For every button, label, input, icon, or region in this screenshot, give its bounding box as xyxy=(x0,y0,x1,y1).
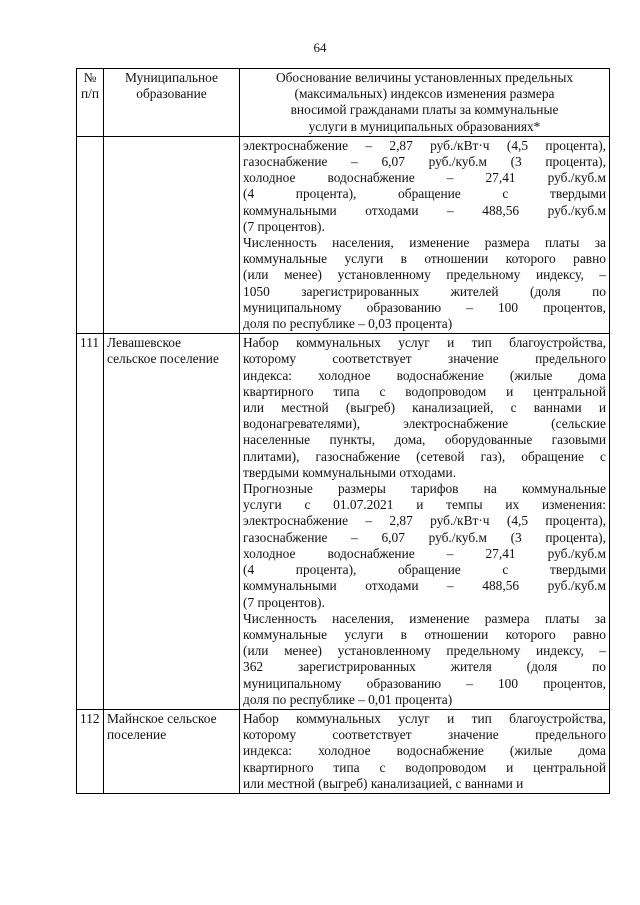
table-header-row xyxy=(77,69,610,137)
text-line: Численность населения, изменение размера платы за xyxy=(243,610,606,626)
row-num-cell: 111 xyxy=(77,334,104,710)
text-line: населенные пункты, дома, оборудованные газовыми xyxy=(243,432,606,448)
municipal-index-table xyxy=(76,68,610,794)
text-line: доля по республике – 0,01 процента) xyxy=(243,691,453,707)
header-justification-line: вносимой гражданами платы за коммунальные xyxy=(290,102,559,118)
text-line: 362 зарегистрированных жителя (доля по xyxy=(243,659,606,675)
row-municipality-cell xyxy=(104,334,240,710)
text-line: Прогнозные размеры тарифов на коммунальные xyxy=(243,481,606,497)
table-row-111 xyxy=(77,334,610,710)
text-line: индекса: холодное водоснабжение (жилые дома xyxy=(243,367,606,383)
text-line: которому соответствует значение предельного xyxy=(243,351,606,367)
text-line: газоснабжение – 6,07 руб./куб.м (3 процента), xyxy=(243,529,606,545)
text-line: (или менее) установленному предельному индексу, – xyxy=(243,267,606,283)
text-line: твердыми коммунальными отходами. xyxy=(243,464,457,480)
header-municipality-line: Муниципальное xyxy=(125,70,218,85)
tariffs-paragraph xyxy=(243,138,606,235)
header-justification-line: (максимальных) индексов изменения размера xyxy=(294,86,555,102)
text-line: коммунальные услуги в отношении которого равно xyxy=(243,251,606,267)
header-municipality-line: образование xyxy=(136,86,207,102)
row-num-cell: 112 xyxy=(77,709,104,793)
header-num-line: № xyxy=(83,70,97,85)
header-num-line: п/п xyxy=(80,86,100,102)
text-line: доля по республике – 0,03 процента) xyxy=(243,316,453,332)
municipality-name-line: поселение xyxy=(107,727,167,743)
table-row-continued xyxy=(77,136,610,333)
text-line: электроснабжение – 2,87 руб./кВт·ч (4,5 процента), xyxy=(243,137,606,153)
text-line: муниципальному образованию – 100 процентов, xyxy=(243,675,606,691)
text-line: Численность населения, изменение размера платы за xyxy=(243,235,606,251)
text-line: (7 процентов). xyxy=(243,594,325,610)
text-line: (7 процентов). xyxy=(243,218,325,234)
row-justification-cell xyxy=(240,334,610,710)
population-paragraph xyxy=(243,235,606,332)
row-num-cell xyxy=(77,136,104,333)
text-line: или местной (выгреб) канализацией, с ваннами и xyxy=(243,400,606,416)
header-justification xyxy=(240,69,610,137)
header-municipality xyxy=(104,69,240,137)
row-justification-cell xyxy=(240,709,610,793)
municipality-name-line: сельское поселение xyxy=(107,351,219,367)
text-line: (4 процента), обращение с твердыми xyxy=(243,186,606,202)
text-line: коммунальными отходами – 488,56 руб./куб.м xyxy=(243,202,606,218)
text-line: газоснабжение – 6,07 руб./куб.м (3 процента), xyxy=(243,154,606,170)
text-line: квартирного типа с водопроводом и центральной xyxy=(243,759,606,775)
text-line: индекса: холодное водоснабжение (жилые дома xyxy=(243,743,606,759)
text-line: Набор коммунальных услуг и тип благоустройства, xyxy=(243,335,606,351)
text-line: водонагревателями), электроснабжение (сельские xyxy=(243,416,606,432)
text-line: Набор коммунальных услуг и тип благоустройства, xyxy=(243,710,606,726)
text-line: коммунальные услуги в отношении которого равно xyxy=(243,626,606,642)
forecast-paragraph xyxy=(243,481,606,611)
row-justification-cell xyxy=(240,136,610,333)
text-line: холодное водоснабжение – 27,41 руб./куб.м xyxy=(243,170,606,186)
row-municipality-cell xyxy=(104,136,240,333)
text-line: (4 процента), обращение с твердыми xyxy=(243,562,606,578)
services-paragraph xyxy=(243,335,606,481)
text-line: услуги с 01.07.2021 и темпы их изменения: xyxy=(243,497,606,513)
population-paragraph xyxy=(243,611,606,708)
text-line: муниципальному образованию – 100 процентов, xyxy=(243,299,606,315)
text-line: или местной (выгреб) канализацией, с ваннами и xyxy=(243,775,524,791)
table-row-112 xyxy=(77,709,610,793)
text-line: (или менее) установленному предельному индексу, – xyxy=(243,643,606,659)
header-justification-line: услуги в муниципальных образованиях* xyxy=(308,118,541,134)
text-line: 1050 зарегистрированных жителей (доля по xyxy=(243,283,606,299)
text-line: электроснабжение – 2,87 руб./кВт·ч (4,5 процента), xyxy=(243,513,606,529)
municipality-name-line: Левашевское xyxy=(107,335,182,351)
services-paragraph xyxy=(243,711,606,792)
header-num xyxy=(77,69,104,137)
header-justification-line: Обоснование величины установленных предельных xyxy=(275,70,574,85)
text-line: коммунальными отходами – 488,56 руб./куб.м xyxy=(243,578,606,594)
row-municipality-cell xyxy=(104,709,240,793)
municipality-name-line: Майнское сельское xyxy=(107,710,217,726)
text-line: холодное водоснабжение – 27,41 руб./куб.м xyxy=(243,545,606,561)
page-number: 64 xyxy=(313,40,327,55)
text-line: плитами), газоснабжение (сетевой газ), обращение с xyxy=(243,448,606,464)
text-line: которому соответствует значение предельного xyxy=(243,727,606,743)
text-line: квартирного типа с водопроводом и центральной xyxy=(243,383,606,399)
